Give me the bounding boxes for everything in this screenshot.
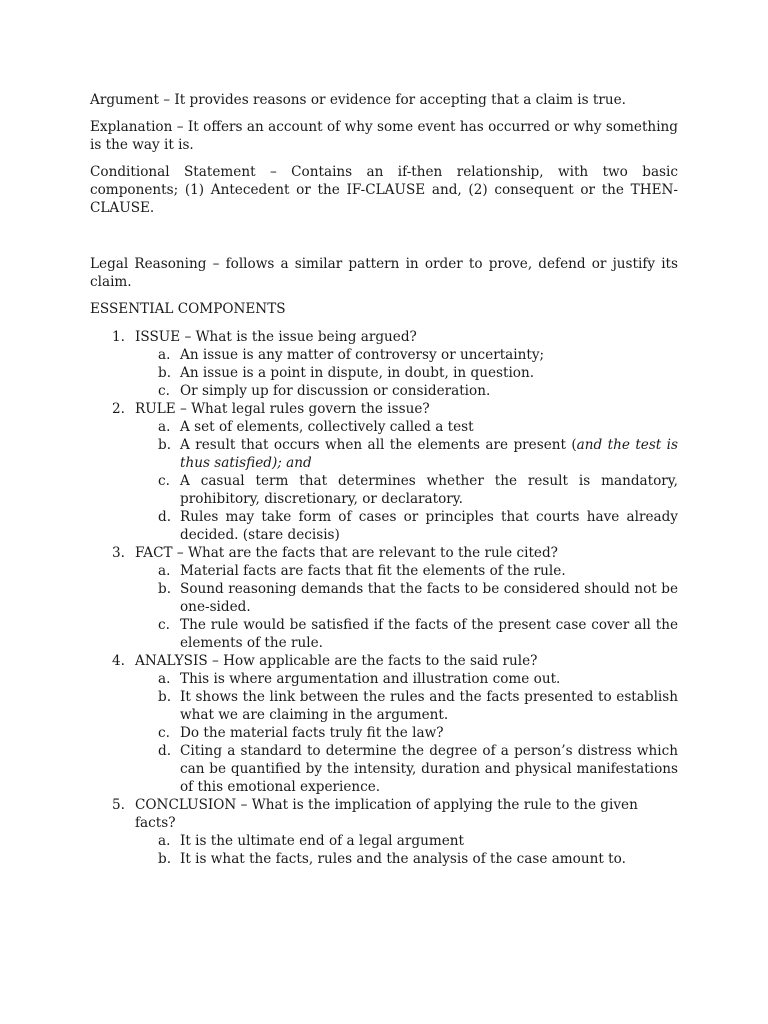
subitem-text: A set of elements, collectively called a test <box>180 419 474 435</box>
subitem <box>135 472 678 508</box>
component-title: ISSUE – What is the issue being argued? <box>135 329 417 345</box>
subitem-text: An issue is any matter of controversy or uncertainty; <box>180 347 545 363</box>
subitem-text: This is where argumentation and illustration come out. <box>180 671 561 687</box>
subitem-text: The rule would be satisfied if the facts of the present case cover all the elements of the rule. <box>180 617 678 651</box>
subitem-text: Do the material facts truly fit the law? <box>180 725 444 741</box>
subitem-text: Or simply up for discussion or consideration. <box>180 383 491 399</box>
subitem-letter: c. <box>158 383 170 399</box>
component-subitems <box>135 832 678 868</box>
subitem <box>135 850 678 868</box>
component-number: 2. <box>112 401 125 417</box>
subitem-letter: a. <box>158 347 171 363</box>
component-subitems <box>135 562 678 652</box>
subitem-letter: d. <box>158 509 172 525</box>
subitem-text: It is the ultimate end of a legal argument <box>180 833 464 849</box>
component-subitems <box>135 346 678 400</box>
subitem-text: An issue is a point in dispute, in doubt, in question. <box>180 365 535 381</box>
component-item <box>90 328 678 400</box>
subitem <box>135 382 678 400</box>
subitem-letter: d. <box>158 743 172 759</box>
subitem <box>135 742 678 796</box>
subitem-italic-text: and the test is thus satisfied); and <box>180 437 678 471</box>
component-item <box>90 544 678 652</box>
subitem <box>135 364 678 382</box>
component-title: FACT – What are the facts that are relevant to the rule cited? <box>135 545 558 561</box>
component-item <box>90 400 678 544</box>
subitem <box>135 616 678 652</box>
subitem-letter: b. <box>158 851 172 867</box>
component-title: RULE – What legal rules govern the issue? <box>135 401 430 417</box>
subitem <box>135 418 678 436</box>
subitem <box>135 688 678 724</box>
subitem-letter: a. <box>158 419 171 435</box>
subitem <box>135 724 678 742</box>
components-list <box>90 328 678 868</box>
subitem <box>135 346 678 364</box>
subitem-text: It is what the facts, rules and the analysis of the case amount to. <box>180 851 626 867</box>
subitem-text: A casual term that determines whether the result is mandatory, prohibitory, discretionary, or declaratory. <box>180 473 678 507</box>
subitem-letter: b. <box>158 365 172 381</box>
component-title: CONCLUSION – What is the implication of applying the rule to the given facts? <box>135 797 638 831</box>
component-title: ANALYSIS – How applicable are the facts to the said rule? <box>135 653 538 669</box>
subitem <box>135 436 678 472</box>
subitem <box>135 670 678 688</box>
definition-legal-reasoning: Legal Reasoning – follows a similar pattern in order to prove, defend or justify its claim. <box>90 256 678 290</box>
component-number: 4. <box>112 653 125 669</box>
definition-argument: Argument – It provides reasons or evidence for accepting that a claim is true. <box>90 92 626 108</box>
component-item <box>90 652 678 796</box>
subitem-letter: c. <box>158 725 170 741</box>
definition-conditional-statement: Conditional Statement – Contains an if-then relationship, with two basic components; (1) Antecedent or the IF-CLAUSE and, (2) consequent or the THEN-CLAUSE. <box>90 164 678 216</box>
subitem <box>135 508 678 544</box>
subitem-letter: a. <box>158 563 171 579</box>
subitem-text: Material facts are facts that fit the elements of the rule. <box>180 563 566 579</box>
subitem-text: Sound reasoning demands that the facts to be considered should not be one-sided. <box>180 581 678 615</box>
subitem-letter: c. <box>158 617 170 633</box>
essential-components-heading: ESSENTIAL COMPONENTS <box>90 301 286 317</box>
subitem-letter: c. <box>158 473 170 489</box>
subitem-text: It shows the link between the rules and the facts presented to establish what we are claiming in the argument. <box>180 689 678 723</box>
subitem <box>135 832 678 850</box>
subitem-letter: a. <box>158 671 171 687</box>
subitem-letter: b. <box>158 437 172 453</box>
subitem-letter: b. <box>158 689 172 705</box>
component-subitems <box>135 418 678 544</box>
subitem <box>135 562 678 580</box>
definition-explanation: Explanation – It offers an account of why some event has occurred or why something is the way it is. <box>90 119 678 153</box>
subitem-text: A result that occurs when all the elements are present ( <box>180 437 577 453</box>
component-number: 3. <box>112 545 125 561</box>
subitem-text: Citing a standard to determine the degree of a person’s distress which can be quantified by the intensity, duration and physical manifestations of this emotional experience. <box>180 743 678 795</box>
document-page <box>90 91 678 868</box>
component-number: 5. <box>112 797 125 813</box>
component-item <box>90 796 678 868</box>
subitem-letter: b. <box>158 581 172 597</box>
subitem <box>135 580 678 616</box>
subitem-text: Rules may take form of cases or principles that courts have already decided. (stare decisis) <box>180 509 678 543</box>
component-number: 1. <box>112 329 125 345</box>
subitem-letter: a. <box>158 833 171 849</box>
component-subitems <box>135 670 678 796</box>
